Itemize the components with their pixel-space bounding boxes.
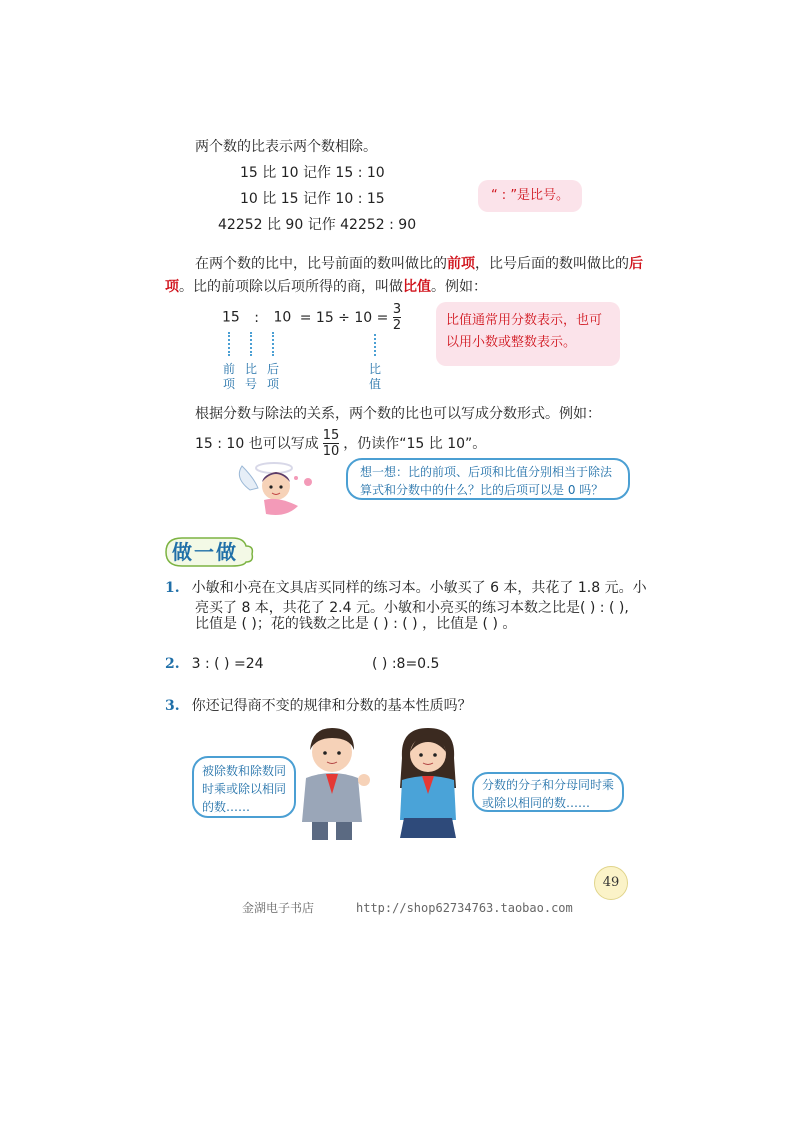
ff-frac-num: 15 bbox=[322, 428, 340, 443]
intro-text: 两个数的比表示两个数相除。 bbox=[195, 139, 377, 155]
q2-part-a: 3 : ( ) =24 bbox=[191, 656, 264, 672]
def-text-d: 。例如： bbox=[431, 279, 487, 295]
q3-text: 你还记得商不变的规律和分数的基本性质吗？ bbox=[191, 698, 472, 714]
q2-number: 2. bbox=[165, 656, 180, 672]
def-text-c: 。比的前项除以后项所得的商，叫做 bbox=[179, 279, 403, 295]
q1-line-3: 比值是 ( )；花的钱数之比是 ( ) : ( ) ，比值是 ( ) 。 bbox=[195, 616, 517, 632]
q1-line-2: 亮买了 8 本，共花了 2.4 元。小敏和小亮买的练习本数之比是( ) : ( ), bbox=[195, 600, 629, 616]
def-text-b: ，比号后面的数叫做比的 bbox=[475, 256, 629, 272]
term-back-part2: 项 bbox=[165, 279, 179, 295]
term-back-part1: 后 bbox=[629, 256, 643, 272]
boy-speech-bubble bbox=[192, 756, 296, 818]
def-text-a: 在两个数的比中，比号前面的数叫做比的 bbox=[195, 256, 447, 272]
girl-speech-bubble bbox=[472, 772, 624, 812]
value-note-bubble bbox=[436, 302, 620, 366]
example-1: 15 比 10 记作 15 : 10 bbox=[240, 165, 385, 181]
leader-colon bbox=[250, 332, 252, 356]
label-ratio-value: 比值 bbox=[368, 362, 381, 391]
term-ratio-value: 比值 bbox=[403, 279, 431, 295]
section-title-badge bbox=[162, 534, 254, 570]
label-front-term: 前项 bbox=[222, 362, 235, 391]
eq-division: = 15 ÷ 10 = bbox=[299, 309, 389, 326]
boy-illustration bbox=[292, 722, 376, 844]
q3-number: 3. bbox=[165, 698, 180, 714]
footer-url[interactable]: http://shop62734763.taobao.com bbox=[356, 901, 573, 915]
q1-text-1: 小敏和小亮在文具店买同样的练习本。小敏买了 6 本，共花了 1.8 元。小 bbox=[191, 580, 647, 596]
eq-frac-den: 2 bbox=[392, 318, 402, 333]
example-3: 42252 比 90 记作 42252 : 90 bbox=[218, 217, 417, 233]
eq-front: 15 bbox=[222, 309, 240, 326]
girl-illustration bbox=[386, 722, 470, 844]
ratio-equation bbox=[222, 302, 401, 333]
label-back-term: 后项 bbox=[266, 362, 279, 391]
ff-frac-den: 10 bbox=[322, 444, 340, 459]
colon-note-text: “ : ”是比号。 bbox=[490, 188, 570, 203]
eq-back: 10 bbox=[273, 309, 292, 326]
leader-front bbox=[228, 332, 230, 356]
section-title: 做一做 bbox=[172, 540, 238, 564]
ff-text-a: 15 : 10 也可以写成 bbox=[195, 435, 319, 452]
angel-illustration bbox=[228, 452, 336, 524]
leader-back bbox=[272, 332, 274, 356]
fraction-form-line-1: 根据分数与除法的关系，两个数的比也可以写成分数形式。例如： bbox=[195, 406, 601, 422]
think-text: 想一想：比的前项、后项和比值分别相当于除法算式和分数中的什么？比的后项可以是 0 吗？ bbox=[360, 465, 613, 497]
boy-speech-text: 被除数和除数同时乘或除以相同的数…… bbox=[202, 764, 287, 814]
definition-line-1 bbox=[195, 254, 643, 274]
think-bubble bbox=[346, 458, 630, 500]
eq-fraction bbox=[393, 302, 401, 333]
q1-line-1 bbox=[165, 578, 647, 598]
example-2: 10 比 15 记作 10 : 15 bbox=[240, 191, 385, 207]
term-front: 前项 bbox=[447, 256, 475, 272]
ff-text-b: ，仍读作“15 比 10”。 bbox=[343, 435, 487, 452]
label-ratio-sign: 比号 bbox=[244, 362, 257, 391]
definition-line-2 bbox=[165, 277, 487, 297]
eq-colon: : bbox=[254, 309, 259, 326]
q3-line bbox=[165, 696, 472, 716]
eq-frac-num: 3 bbox=[392, 302, 402, 317]
colon-note-bubble bbox=[478, 180, 582, 212]
footer-store: 金湖电子书店 bbox=[242, 901, 315, 915]
q1-number: 1. bbox=[165, 580, 180, 596]
value-note-text: 比值通常用分数表示，也可以用小数或整数表示。 bbox=[446, 313, 603, 350]
girl-speech-text: 分数的分子和分母同时乘或除以相同的数…… bbox=[482, 778, 615, 810]
q2-line bbox=[165, 654, 264, 674]
leader-value bbox=[374, 334, 376, 356]
page-number: 49 bbox=[594, 866, 628, 900]
q2-part-b: ( ) :8=0.5 bbox=[372, 656, 440, 672]
